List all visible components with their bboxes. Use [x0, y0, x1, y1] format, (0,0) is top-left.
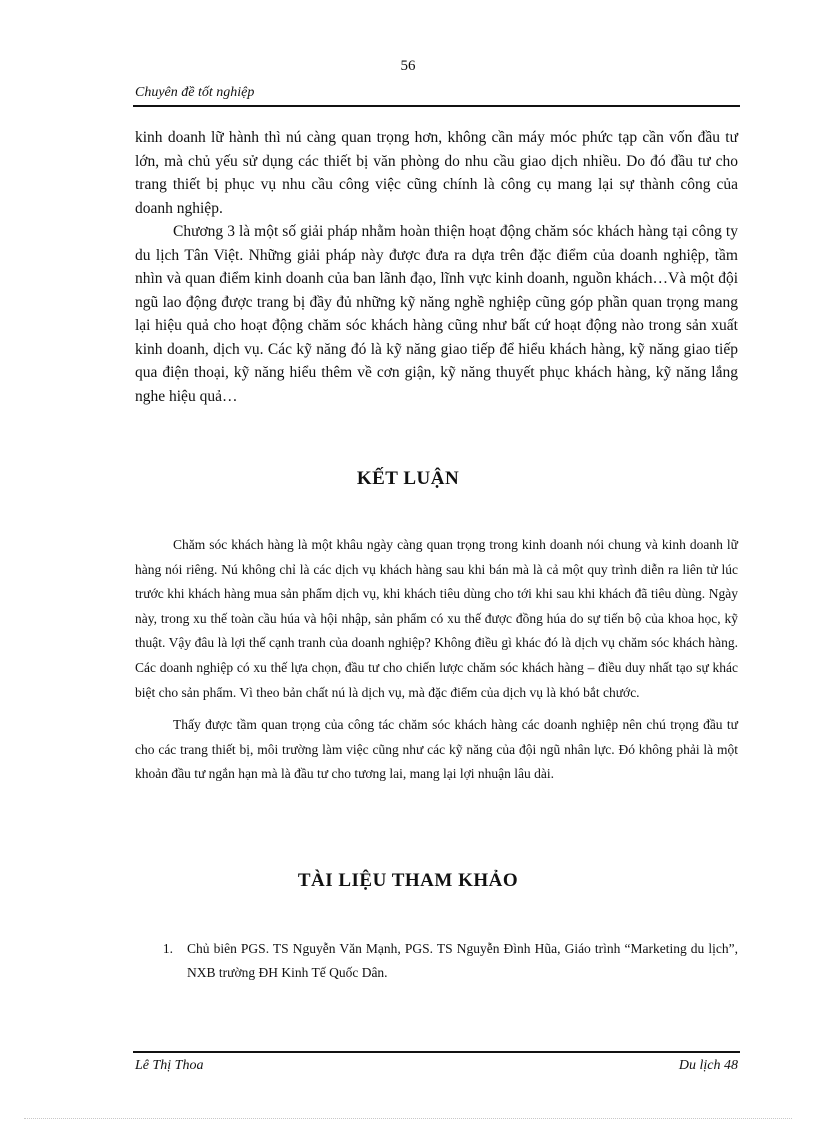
reference-text: Chủ biên PGS. TS Nguyễn Văn Mạnh, PGS. TS Nguyễn Đình Hũa, Giáo trình “Marketing du lịch”, NXB trường ĐH Kinh Tế Quốc Dân. [187, 941, 738, 980]
references-heading: TÀI LIỆU THAM KHẢO [297, 870, 519, 891]
conclusion-paragraph: Thấy được tầm quan trọng của công tác chăm sóc khách hàng các doanh nghiệp nên chú trọng đầu tư cho các trang thiết bị, môi trường làm việc cũng như các kỹ năng của đội ngũ nhân lực. Đó không phải là một khoản đầu tư ngắn hạn mà là đầu tư cho tương lai, mang lại lợi nhuận lâu dài. [135, 717, 738, 782]
conclusion-paragraph: Chăm sóc khách hàng là một khâu ngày càng quan trọng trong kinh doanh nói chung và kinh doanh lữ hàng nói riêng. Nú không chỉ là các dịch vụ khách hàng sau khi bán mà là cả một quy trình diễn ra liên tử lúc trước khi khách hàng mua sản phẩm dịch vụ, khi khách tiêu dùng cho tới khi sau khi khách đã tiêu dùng. Ngày này, trong xu thế toàn cầu húa và hội nhập, sản phẩm có xu thế được đồng húa do sự tiến bộ của khoa học, kỹ thuật. Vậy đâu là lợi thế cạnh tranh của doanh nghiệp? Không điều gì khác đó là dịch vụ chăm sóc khách hàng. Các doanh nghiệp có xu thế lựa chọn, đầu tư cho chiến lược chăm sóc khách hàng – điều duy nhất tạo sự khác biệt cho sản phẩm. Vì theo bản chất nú là dịch vụ, mà đặc điểm của dịch vụ là khó bắt chước. [135, 537, 738, 700]
page-number: 56 [400, 58, 416, 74]
header-divider [133, 105, 740, 107]
conclusion-text [135, 533, 738, 787]
reference-list [135, 937, 738, 985]
body-text [135, 126, 738, 408]
footer-author: Lê Thị Thoa [135, 1058, 204, 1073]
conclusion-heading: KẾT LUẬN [356, 468, 460, 489]
footer-course: Du lịch 48 [678, 1058, 738, 1073]
body-paragraph: kinh doanh lữ hành thì nú càng quan trọng hơn, không cần máy móc phức tạp cần vốn đầu tư lớn, mà chủ yếu sử dụng các thiết bị văn phòng do nhu cầu giao dịch nhiều. Do đó đầu tư cho trang thiết bị phục vụ nhu cầu công việc cũng chính là công cụ mang lại sự thành công của doanh nghiệp. [135, 129, 738, 217]
reference-item [135, 937, 738, 985]
header-title: Chuyên đề tốt nghiệp [135, 85, 255, 100]
footer-divider [133, 1051, 740, 1053]
page-edge [24, 1118, 792, 1119]
body-paragraph: Chương 3 là một số giải pháp nhằm hoàn thiện hoạt động chăm sóc khách hàng tại công ty du lịch Tân Việt. Những giải pháp này được đưa ra dựa trên đặc điểm của doanh nghiệp, tầm nhìn và quan điểm kinh doanh của ban lãnh đạo, lĩnh vực kinh doanh, nguồn khách…Và một đội ngũ lao động được trang bị đầy đủ những kỹ năng nghề nghiệp cũng góp phần quan trọng mang lại hiệu quả cho hoạt động chăm sóc khách hàng cũng như bất cứ hoạt động nào trong sản xuất kinh doanh, dịch vụ. Các kỹ năng đó là kỹ năng giao tiếp để hiểu khách hàng, kỹ năng giao tiếp qua điện thoại, kỹ năng hiểu thêm về cơn giận, kỹ năng thuyết phục khách hàng, kỹ năng lắng nghe hiệu quả… [135, 223, 738, 405]
reference-number: 1. [162, 941, 173, 956]
